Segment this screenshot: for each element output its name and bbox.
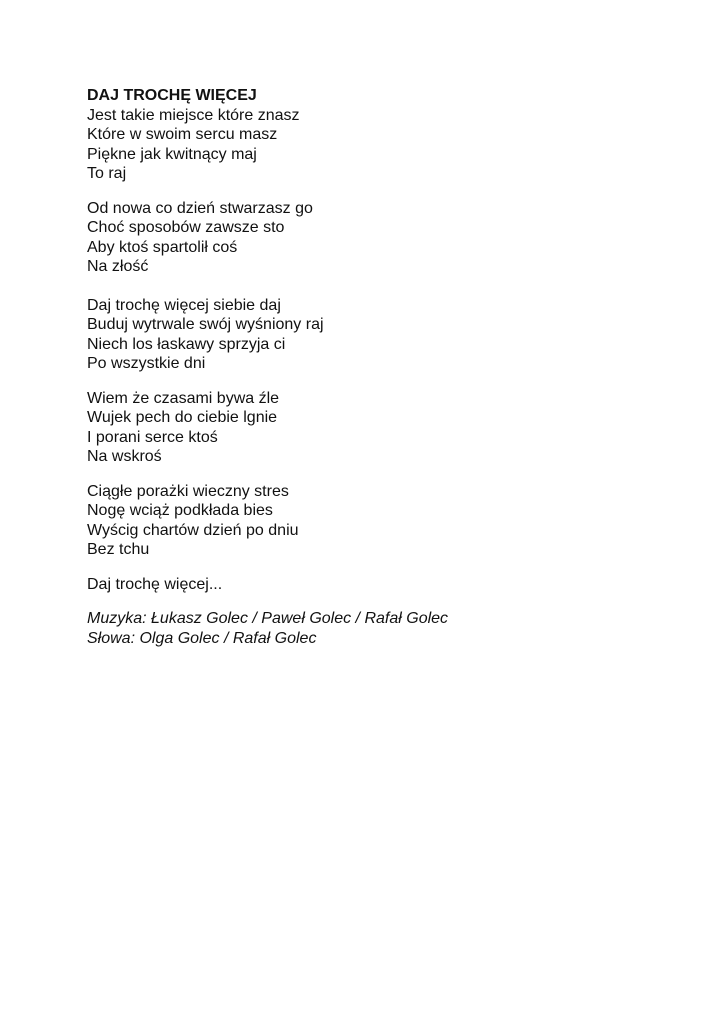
stanza-6 <box>87 575 687 595</box>
stanza-spacer <box>87 594 687 609</box>
music-credit: Muzyka: Łukasz Golec / Paweł Golec / Rafał Golec <box>87 610 449 627</box>
lyric-line: Wujek pech do ciebie lgnie <box>87 409 278 426</box>
stanza-spacer <box>87 374 687 389</box>
lyric-line: Jest takie miejsce które znasz <box>87 106 300 124</box>
lyric-line: Od nowa co dzień stwarzasz go <box>87 199 313 217</box>
lyric-line: Niech los łaskawy sprzyja ci <box>87 335 286 353</box>
lyric-line: Choć sposobów zawsze sto <box>87 219 285 236</box>
lyric-line: Piękne jak kwitnący maj <box>87 145 257 163</box>
lyric-line: Ciągłe porażki wieczny stres <box>87 482 289 500</box>
lyric-line: Po wszystkie dni <box>87 355 206 372</box>
lyric-line: Daj trochę więcej siebie daj <box>87 296 281 314</box>
lyric-line: Buduj wytrwale swój wyśniony raj <box>87 316 324 333</box>
song-title: DAJ TROCHĘ WIĘCEJ <box>87 87 257 104</box>
stanza-4 <box>87 389 687 467</box>
stanza-1 <box>87 106 687 184</box>
lyric-line: Na złość <box>87 258 149 275</box>
lyrics-credit: Słowa: Olga Golec / Rafał Golec <box>87 629 317 647</box>
lyric-line: Które w swoim sercu masz <box>87 126 278 143</box>
lyric-line: Wyścig chartów dzień po dniu <box>87 521 299 539</box>
lyric-line: I porani serce ktoś <box>87 428 218 446</box>
lyric-line: Bez tchu <box>87 541 150 558</box>
song-credits <box>87 609 687 648</box>
stanza-spacer <box>87 467 687 482</box>
stanza-5 <box>87 482 687 560</box>
lyric-line: Aby ktoś spartolił coś <box>87 238 238 256</box>
lyric-line: Na wskroś <box>87 448 162 465</box>
stanza-spacer <box>87 277 687 296</box>
lyric-line: Nogę wciąż podkłada bies <box>87 502 273 519</box>
stanza-spacer <box>87 184 687 199</box>
lyric-line: To raj <box>87 165 127 182</box>
stanza-spacer <box>87 560 687 575</box>
lyric-line: Wiem że czasami bywa źle <box>87 389 280 407</box>
stanza-3 <box>87 296 687 374</box>
lyric-line: Daj trochę więcej... <box>87 575 223 593</box>
stanza-2 <box>87 199 687 277</box>
song-lyrics <box>87 86 687 648</box>
